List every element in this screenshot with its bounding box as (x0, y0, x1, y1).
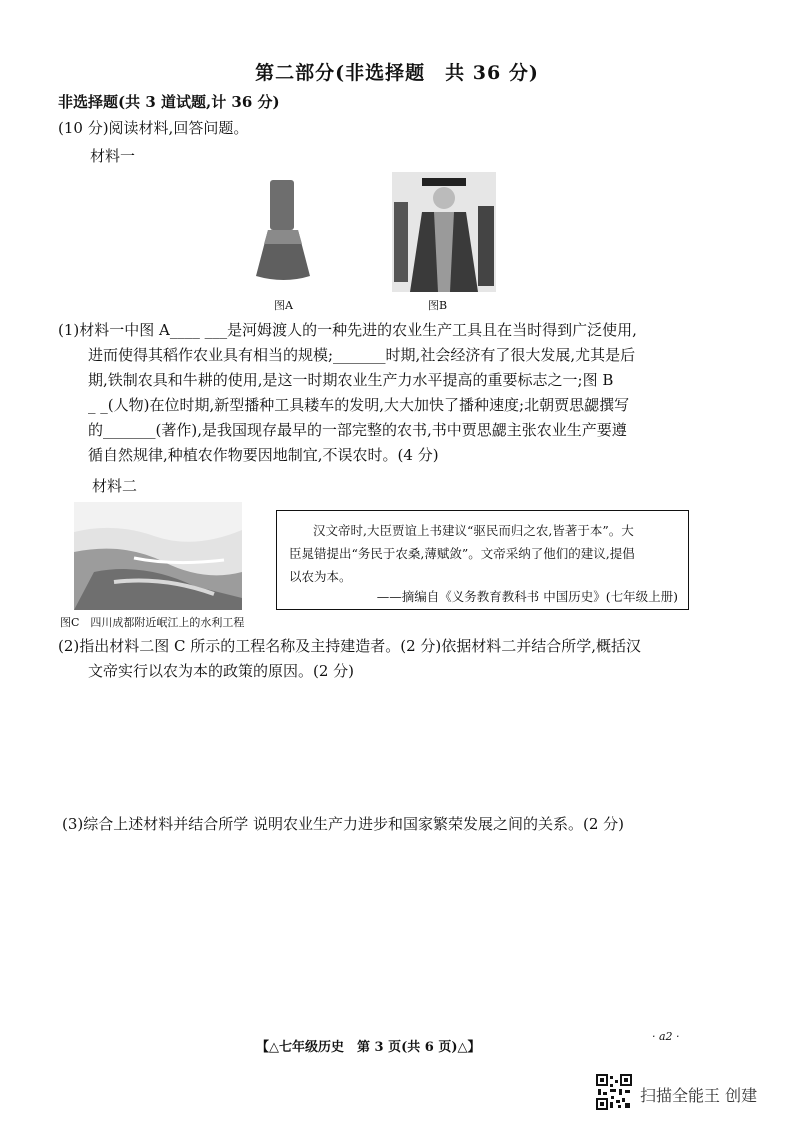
question-3: (3)综合上述材料并结合所学 说明农业生产力进步和国家繁荣发展之间的关系。(2 分) (62, 815, 625, 833)
quote-line: 以农为本。 (289, 569, 352, 584)
question-2-line: (2)指出材料二图 C 所示的工程名称及主持建造者。(2 分)依据材料二并结合所学,概括汉 (58, 637, 642, 655)
question-1-line: 进而使得其稻作农业具有相当的规模;_______时期,社会经济有了很大发展,尤其是后 (88, 346, 636, 364)
quote-line: 臣晁错提出“务民于农桑,薄赋敛”。文帝采纳了他们的建议,提倡 (289, 546, 635, 561)
page-footer: 【△七年级历史 第 3 页(共 6 页)△】 (256, 1040, 481, 1055)
question-1-line: 的_______(著作),是我国现存最早的一部完整的农书,书中贾思勰主张农业生产要遵 (88, 421, 627, 439)
page-title: 第二部分(非选择题 共 36 分) (255, 62, 539, 84)
question-intro: (10 分)阅读材料,回答问题。 (58, 119, 249, 137)
scanner-watermark: 扫描全能王 创建 (640, 1086, 758, 1105)
figure-b-image (392, 172, 496, 292)
question-2 (58, 634, 758, 684)
qr-code-icon (596, 1074, 632, 1110)
question-2-line: 文帝实行以农为本的政策的原因。(2 分) (88, 662, 355, 680)
figure-b-caption: 图B (428, 299, 448, 312)
question-1-line: _ _(人物)在位时期,新型播种工具耧车的发明,大大加快了播种速度;北朝贾思勰撰写 (88, 396, 630, 414)
material-two-label: 材料二 (92, 477, 138, 495)
figure-a-caption: 图A (274, 299, 293, 312)
page-mark: · a2 · (652, 1030, 680, 1043)
section-heading: 非选择题(共 3 道试题,计 36 分) (58, 93, 280, 111)
question-1 (58, 318, 758, 468)
question-1-line: 循自然规律,种植农作物要因地制宜,不误农时。(4 分) (88, 446, 439, 464)
question-1-line: 期,铁制农具和牛耕的使用,是这一时期农业生产力水平提高的重要标志之一;图 B (88, 371, 614, 389)
question-1-line: (1)材料一中图 A____ ___是河姆渡人的一种先进的农业生产工具且在当时得到广泛使用, (58, 321, 637, 339)
figure-c-image (74, 502, 242, 610)
figure-c-caption: 图C 四川成都附近岷江上的水利工程 (60, 616, 245, 629)
material-two-quote (276, 510, 689, 610)
quote-source: ——摘编自《义务教育教科书 中国历史》(七年级上册) (376, 589, 678, 604)
figure-a-image (242, 172, 330, 292)
material-one-label: 材料一 (90, 147, 136, 165)
quote-line: 汉文帝时,大臣贾谊上书建议“驱民而归之农,皆著于本”。大 (313, 523, 634, 538)
